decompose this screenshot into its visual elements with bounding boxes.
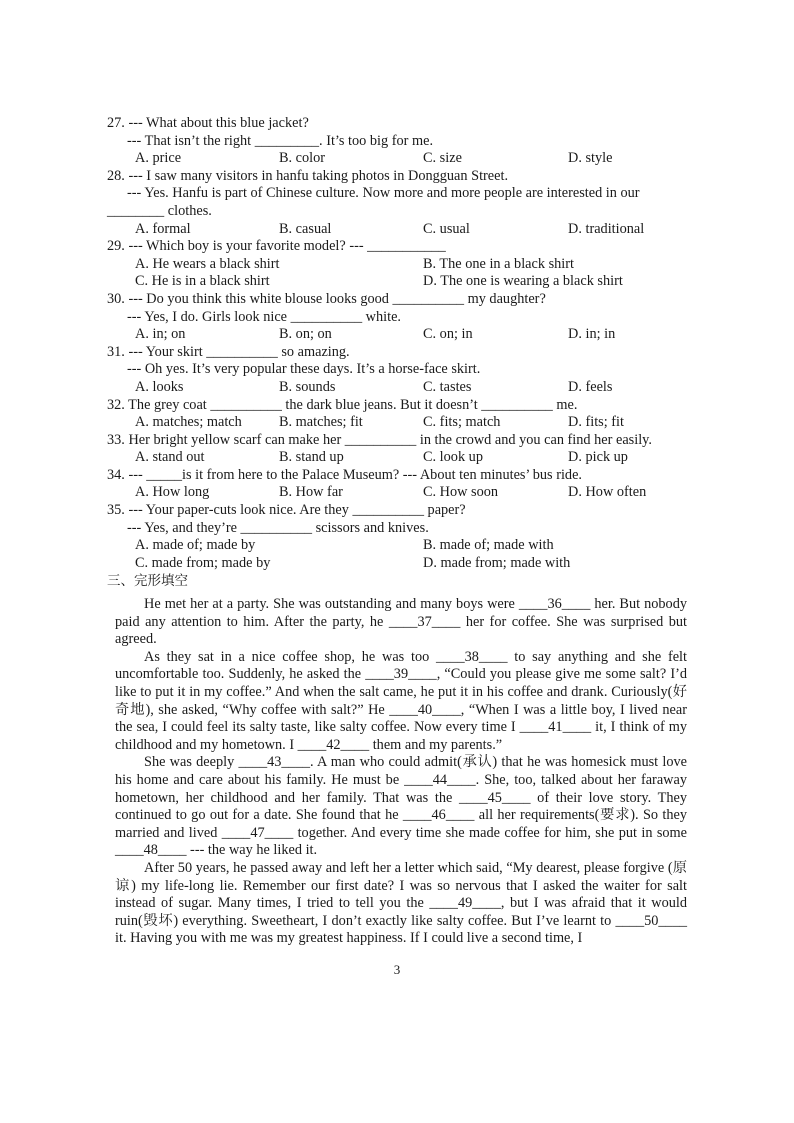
question-35 [107, 502, 692, 572]
question-line: 27. --- What about this blue jacket? [107, 115, 309, 131]
question-33 [107, 432, 692, 467]
option-row [107, 379, 692, 397]
question-line: 28. --- I saw many visitors in hanfu taking photos in Dongguan Street. [107, 167, 509, 184]
question-line: --- Yes, and they’re __________ scissors and knives. [127, 519, 429, 536]
question-27 [107, 115, 692, 168]
option-a: A. matches; match [135, 414, 242, 431]
question-34 [107, 467, 692, 502]
option-a: A. formal [135, 220, 191, 237]
option-b: B. How far [279, 484, 343, 501]
question-line: 35. --- Your paper-cuts look nice. Are they __________ paper? [107, 502, 466, 519]
option-b: B. sounds [279, 378, 336, 395]
passage-paragraph: After 50 years, he passed away and left her a letter which said, “My dearest, please forgive (原谅) my life-long lie. Remember our first date? I was so nervous that I asked the waiter for salt instead of sugar. Many times, I tried to tell you the ____49____, but I was afraid that it would ruin(毁坏) everything. Sweetheart, I don’t exactly like salty coffee. But I’ve learnt to ____50____ it. Having you with me was my greatest happiness. If I could live a second time, I [115, 859, 687, 947]
option-row [107, 273, 692, 291]
option-a: A. He wears a black shirt [135, 255, 280, 272]
option-row [107, 150, 692, 168]
option-d: D. fits; fit [568, 414, 624, 431]
question-line: 32. The grey coat __________ the dark blue jeans. But it doesn’t __________ me. [107, 396, 578, 413]
option-row [107, 256, 692, 274]
option-c: C. look up [423, 449, 483, 466]
question-line: 33. Her bright yellow scarf can make her __________ in the crowd and you can find her easily. [107, 431, 652, 448]
option-c: C. fits; match [423, 414, 501, 431]
passage-paragraph: As they sat in a nice coffee shop, he was too ____38____ to say anything and she felt uncomfortable too. Suddenly, he asked the ____39____, “Could you please give me some salt? I’d like to put it in my coffee.” And when the salt came, he put it in his coffee and drank. Curiously(好奇地), she asked, “Why coffee with salt?” He ____40____, “When I was a little boy, I lived near the sea, I could feel its salty taste, like salty coffee. Now every time I ____41____ it, I think of my childhood and my hometown. I ____42____ them and my parents.” [115, 648, 687, 753]
page-number: 3 [393, 962, 401, 977]
option-row [107, 555, 692, 573]
question-line: 34. --- _____is it from here to the Palace Museum? --- About ten minutes’ bus ride. [107, 466, 582, 483]
option-c: C. size [423, 150, 462, 167]
option-c: C. He is in a black shirt [135, 273, 270, 290]
option-d: D. The one is wearing a black shirt [423, 273, 623, 290]
option-b: B. casual [279, 220, 332, 237]
option-b: B. matches; fit [279, 414, 363, 431]
option-a: A. How long [135, 484, 210, 501]
option-b: B. stand up [279, 449, 344, 466]
option-c: C. How soon [423, 484, 499, 501]
option-row [107, 484, 692, 502]
option-a: A. in; on [135, 326, 186, 343]
option-a: A. made of; made by [135, 537, 256, 554]
question-line: --- Yes. Hanfu is part of Chinese culture. Now more and more people are interested in our ________ clothes. [107, 185, 640, 219]
option-d: D. feels [568, 378, 613, 395]
question-29 [107, 238, 692, 291]
option-row [107, 326, 692, 344]
question-line: 29. --- Which boy is your favorite model? --- ___________ [107, 238, 446, 255]
option-a: A. price [135, 150, 182, 167]
question-line: --- Yes, I do. Girls look nice __________ white. [127, 308, 401, 325]
option-c: C. on; in [423, 326, 473, 343]
question-32 [107, 397, 692, 432]
option-b: B. color [279, 150, 326, 167]
option-d: D. in; in [568, 326, 616, 343]
multiple-choice-section [107, 115, 692, 591]
option-d: D. style [568, 150, 613, 167]
option-b: B. made of; made with [423, 537, 554, 554]
option-a: A. looks [135, 378, 184, 395]
option-d: D. made from; made with [423, 554, 571, 571]
question-line: 30. --- Do you think this white blouse looks good __________ my daughter? [107, 290, 546, 307]
question-line: 31. --- Your skirt __________ so amazing. [107, 343, 350, 360]
option-d: D. pick up [568, 449, 628, 466]
question-line: --- That isn’t the right _________. It’s too big for me. [127, 132, 434, 149]
question-30 [107, 291, 692, 344]
option-c: C. tastes [423, 378, 472, 395]
option-a: A. stand out [135, 449, 205, 466]
option-row [107, 449, 692, 467]
question-31 [107, 344, 692, 397]
option-row [107, 537, 692, 555]
option-row [107, 221, 692, 239]
option-c: C. usual [423, 220, 470, 237]
section-heading: 三、完形填空 [107, 573, 188, 590]
question-line: --- Oh yes. It’s very popular these days. It’s a horse-face skirt. [127, 361, 481, 378]
option-d: D. traditional [568, 220, 645, 237]
option-b: B. The one in a black shirt [423, 255, 575, 272]
question-28 [107, 168, 692, 238]
option-b: B. on; on [279, 326, 332, 343]
option-row [107, 414, 692, 432]
option-c: C. made from; made by [135, 554, 271, 571]
passage-paragraph: He met her at a party. She was outstanding and many boys were ____36____ her. But nobody paid any attention to him. After the party, he ____37____ her for coffee. She was surprised but agreed. [115, 596, 687, 648]
option-d: D. How often [568, 484, 647, 501]
passage-paragraph: She was deeply ____43____. A man who could admit(承认) that he was homesick must love his home and care about his family. He must be ____44____. She, too, talked about her faraway hometown, her childhood and her family. That was the ____45____ of their love story. They continued to go out for a date. She found that he ____46____ all her requirements(要求). So they married and lived ____47____ together. And every time she made coffee for him, she put in some ____48____ --- the way he liked it. [115, 754, 687, 859]
cloze-passage [115, 596, 687, 948]
